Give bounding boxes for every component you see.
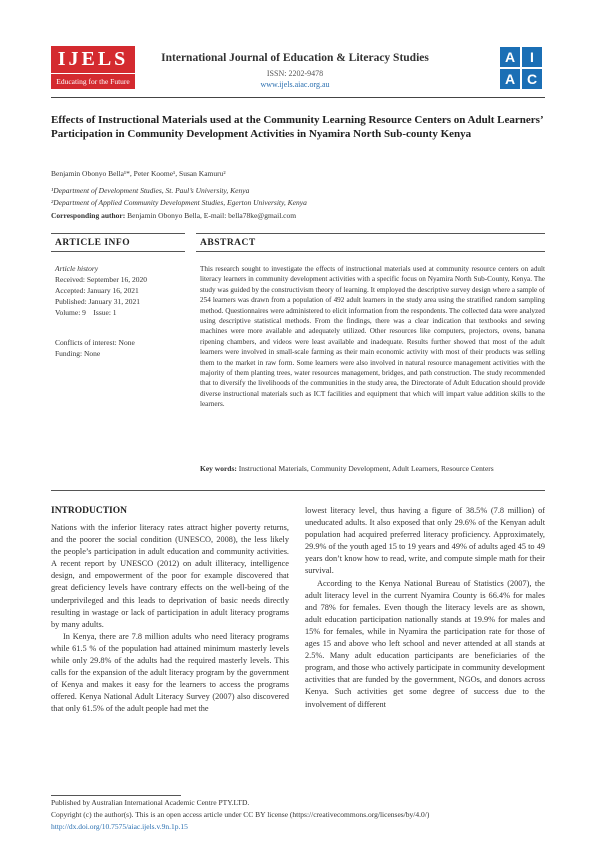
- keywords-text: Instructional Materials, Community Development, Adult Learners, Resource Centers: [236, 464, 494, 473]
- funding: Funding: None: [55, 349, 101, 358]
- ijels-logo: [51, 46, 135, 88]
- aiac-letter: A: [500, 69, 520, 89]
- keywords-label: Key words:: [200, 464, 237, 473]
- intro-left-column: [51, 522, 289, 716]
- article-info-heading: ARTICLE INFO: [55, 238, 131, 248]
- intro-paragraph: According to the Kenya National Bureau of Statistics (2007), the adult literacy level in the current Nyamira County is 66.4% for males and 78% for females. Even though the literacy levels are as shown, adult education participation nationally stands at 19.9% for males and 15% for females, while in Nyamira the participation rate for those of ages 15 and above who left school and never attended at all stands at 2.5%. Many adult education participants are beneficiaries of the program, and those who actively participate in community development activities that are funded by the government, NGOs, and donors across Kenya. Such activities get some degree of success due to the involvement of different: [305, 578, 545, 709]
- received-date: Received: September 16, 2020: [55, 275, 148, 284]
- intro-right-column: [305, 505, 545, 711]
- abstract-heading-rule: [196, 251, 545, 252]
- article-title: Effects of Instructional Materials used at the Community Learning Resource Centers on Adult Learners’ Participation in Community Development Activities in Nyamira North Sub-county Kenya: [51, 114, 543, 140]
- volume-issue: Volume: 9 Issue: 1: [55, 308, 117, 317]
- header-divider: [51, 97, 545, 98]
- conflicts-of-interest: Conflicts of interest: None: [55, 338, 135, 347]
- affiliation-2: ²Department of Applied Community Development Studies, Egerton University, Kenya: [51, 198, 307, 207]
- aiac-letter: I: [522, 47, 542, 67]
- aiac-letter: A: [500, 47, 520, 67]
- introduction-heading: INTRODUCTION: [51, 506, 128, 516]
- article-history-label: Article history: [55, 264, 99, 273]
- corresponding-text: Benjamin Obonyo Bella, E-mail: bella78ke@gmail.com: [125, 211, 297, 220]
- abstract-text: This research sought to investigate the effects of instructional materials used at community resource centers on adult literacy learners in community development activities with a specific focus on Nyamira North Sub-County, Kenya. The study was guided by the constructivism theory of learning. It employed the descriptive survey design where a sample of 254 learners was drawn from a population of 492 adult learners in the study area using the stratified random sampling method. Questionnaires were administered to elicit information from the respondents. The collected data were analyzed using descriptive statistical methods. From the findings, there was a clear indication that textbooks and sewing machines were more available and adequately utilized. Other resources like computers, projectors, ovens, banana ripening chambers, and videos were least available and inadequate. Results further showed that most of the adult learners were involved in small-scale farming as their main economic activity with most of their products was selling them to the market in raw form. Some learners were also involved in natural resource management activities with the majority of them planting trees, water resources management, bridges, and path construction. The study recommended that to diversify the livelihoods of the communities in the study area, the Directorate of Adult Education should provide diverse instructional materials such as ICT facilities and equipment that which will impart value addition skills to the learners.: [200, 265, 545, 409]
- accepted-date: Accepted: January 16, 2021: [55, 286, 139, 295]
- abstract-bottom-rule: [51, 490, 545, 491]
- corresponding-label: Corresponding author:: [51, 211, 126, 220]
- copyright-note: Copyright (c) the author(s). This is an open access article under CC BY license (https://creativecommons.org/licenses/by/4.0/): [51, 810, 430, 819]
- issn: ISSN: 2202-9478: [266, 69, 324, 78]
- affiliation-1: ¹Department of Development Studies, St. Paul’s University, Kenya: [51, 186, 250, 195]
- info-top-rule: [51, 233, 185, 234]
- info-heading-rule: [51, 251, 185, 252]
- published-date: Published: January 31, 2021: [55, 297, 140, 306]
- aiac-logo: [500, 47, 544, 91]
- aiac-letter: C: [522, 69, 542, 89]
- journal-title: International Journal of Education & Literacy Studies: [161, 52, 429, 64]
- intro-paragraph: In Kenya, there are 7.8 million adults who need literacy programs while 61.5 % of the population had attained minimum masterly levels while only 29.8% of the adults had the required masterly levels. This calls for the expansion of the adult literacy program by the government of Kenya and makes it easy for the learners to access the programs offered. Kenya National Adult Literacy Survey (2007) also discovered that only 61.5% of the adult people had met the: [51, 631, 289, 714]
- intro-paragraph: lowest literacy level, thus having a figure of 38.5% (7.8 million) of uneducated adults. It also exposed that only 29.6% of the Kenyan adult population had acquired preferred literacy proficiency. Approximately, 29.9% of the youth aged 15 to 19 years and 49% of adults aged 45 to 49 years don’t know how to read, write, and compute simple math for their survival.: [305, 506, 545, 576]
- footer-rule: [51, 795, 181, 796]
- author-list: Benjamin Obonyo Bella¹*, Peter Koome¹, Susan Kamuru²: [51, 169, 226, 178]
- keywords: [200, 463, 545, 474]
- corresponding-author: [51, 211, 296, 220]
- intro-paragraph: Nations with the inferior literacy rates attract higher poverty returns, and the poorer the social condition (UNESCO, 2008), the less likely the people’s participation in adult education and community activities. A recent report by UNESCO (2012) on adult illiteracy, intelligence design, and empowerment of the poor for example discovered that great deficiency levels have contrary effects on the well-being of the underprivileged and this leads to deprivation of basic needs directly resulting in wastage or lack of participation in adult literacy programs by many adults.: [51, 523, 289, 629]
- abstract-heading: ABSTRACT: [200, 238, 256, 248]
- ijels-logo-text: IJELS: [51, 46, 135, 73]
- journal-url-link[interactable]: www.ijels.aiac.org.au: [260, 80, 330, 89]
- ijels-logo-tagline: Educating for the Future: [51, 73, 135, 89]
- publisher-note: Published by Australian International Academic Centre PTY.LTD.: [51, 798, 250, 807]
- doi-link[interactable]: http://dx.doi.org/10.7575/aiac.ijels.v.9n.1p.15: [51, 822, 188, 831]
- abstract-top-rule: [196, 233, 545, 234]
